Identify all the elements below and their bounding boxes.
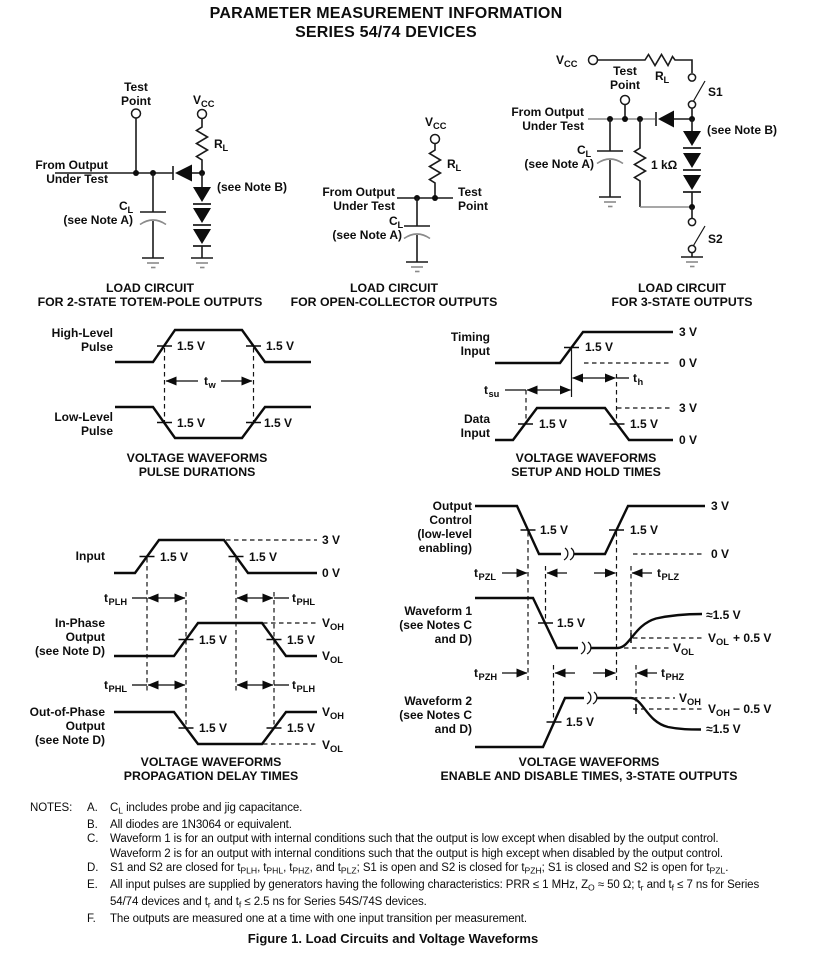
diode-icon xyxy=(173,165,192,182)
level-label: 3 V xyxy=(679,325,698,339)
vcc-sub: CC xyxy=(433,121,447,131)
rl-sub: L xyxy=(455,163,462,173)
level-label: 0 V xyxy=(679,433,698,447)
threshold-label: 1.5 V xyxy=(264,416,293,430)
see-note-a: (see Note A) xyxy=(63,213,133,227)
note-letter: D. xyxy=(87,862,99,875)
th-sub: h xyxy=(637,377,644,387)
cl-label: C xyxy=(389,214,398,228)
notes-heading: NOTES: xyxy=(30,802,73,814)
timing-input-label: Input xyxy=(460,344,490,358)
waveform-enable-disable xyxy=(399,499,771,783)
in-phase-label: In-Phase xyxy=(54,616,105,630)
threshold-label: 1.5 V xyxy=(566,715,595,729)
panel1-caption: PULSE DURATIONS xyxy=(138,465,256,479)
high-level-pulse-label: High-Level xyxy=(51,326,113,340)
threshold-label: 1.5 V xyxy=(287,633,316,647)
tw-sub: w xyxy=(208,380,216,390)
tplz-sub: PLZ xyxy=(661,572,680,582)
test-point-label: Test xyxy=(458,185,482,199)
level-label: 0 V xyxy=(711,547,730,561)
waveform1-label: and D) xyxy=(434,632,472,646)
ground-icon xyxy=(681,257,703,267)
threshold-label: 1.5 V xyxy=(199,633,228,647)
threshold-label: 1.5 V xyxy=(557,616,586,630)
voh-sub: OH xyxy=(330,622,344,632)
panel2-caption: SETUP AND HOLD TIMES xyxy=(511,465,661,479)
approx-level-label: ≈1.5 V xyxy=(706,722,741,736)
resistor-icon xyxy=(197,119,208,174)
tpzh-sub: PZH xyxy=(478,672,498,682)
in-phase-label: Output xyxy=(65,630,105,644)
voh-sub: OH xyxy=(687,697,701,707)
threshold-label: 1.5 V xyxy=(540,523,569,537)
ground-icon xyxy=(191,258,213,268)
test-point-label: Test xyxy=(613,64,637,78)
vcc-label: V xyxy=(193,93,202,107)
voh-sub: OH xyxy=(330,711,344,721)
diode-chain-icon xyxy=(193,187,211,246)
waveform1-output xyxy=(475,598,702,648)
panel2-caption: VOLTAGE WAVEFORMS xyxy=(515,451,657,465)
vcc-sub: CC xyxy=(201,99,215,109)
threshold-label: 1.5 V xyxy=(630,523,659,537)
notes-section xyxy=(30,801,814,926)
s1-label: S1 xyxy=(708,85,723,99)
voh-label: V xyxy=(322,616,331,630)
voh-label: V xyxy=(322,705,331,719)
out-of-phase-label: Output xyxy=(65,719,105,733)
panel4-caption: VOLTAGE WAVEFORMS xyxy=(518,755,660,769)
ground-icon xyxy=(599,197,621,207)
output-control-label: Output xyxy=(432,499,472,513)
tpzl-label: t xyxy=(474,566,478,580)
break-mark-icon xyxy=(587,692,597,704)
from-output-label: From Output xyxy=(511,105,584,119)
tplh-sub: PLH xyxy=(296,684,316,694)
load-circuit-open-collector xyxy=(291,115,498,309)
voh-minus-label: V xyxy=(708,702,717,716)
vcc-terminal xyxy=(431,135,440,144)
tphl-sub: PHL xyxy=(296,597,316,607)
rl-sub: L xyxy=(222,143,229,153)
level-label: 3 V xyxy=(711,499,730,513)
vcc-terminal xyxy=(589,56,598,65)
note-text: Waveform 2 is for an output with internal conditions such that the output is high except when disabled by the output control. xyxy=(110,847,723,860)
note-letter: C. xyxy=(87,833,99,846)
waveform1-label: Waveform 1 xyxy=(404,604,472,618)
vol-sub: OL xyxy=(330,655,343,665)
output-control-label: Control xyxy=(429,513,472,527)
circuit1-caption: FOR 2-STATE TOTEM-POLE OUTPUTS xyxy=(37,295,263,309)
timing-input-waveform xyxy=(495,332,673,363)
waveform2-label: (see Notes C xyxy=(399,708,472,722)
note-row xyxy=(30,801,814,818)
threshold-label: 1.5 V xyxy=(585,340,614,354)
resistor-icon xyxy=(598,55,693,74)
cl-sub: L xyxy=(397,220,404,230)
tplh-sub: PLH xyxy=(108,597,128,607)
data-input-label: Data xyxy=(463,412,490,426)
vol-label: V xyxy=(322,649,331,663)
output-control-label: (low-level xyxy=(417,527,472,541)
low-level-pulse-label: Low-Level xyxy=(54,410,113,424)
figure-caption: Figure 1. Load Circuits and Voltage Waveforms xyxy=(247,931,539,946)
panel3-caption: VOLTAGE WAVEFORMS xyxy=(140,755,282,769)
resistor-icon xyxy=(430,144,441,199)
tphz-sub: PHZ xyxy=(665,672,685,682)
resistor-1k-icon xyxy=(635,119,646,207)
approx-level-label: ≈1.5 V xyxy=(706,608,741,622)
test-point-terminal xyxy=(132,109,141,118)
level-label: 0 V xyxy=(322,566,341,580)
s2-label: S2 xyxy=(708,232,723,246)
voh-minus-value: − 0.5 V xyxy=(733,702,772,716)
waveform1-label: (see Notes C xyxy=(399,618,472,632)
note-letter: A. xyxy=(87,802,98,814)
cl-sub: L xyxy=(585,149,592,159)
test-point-label: Point xyxy=(458,199,488,213)
switch-s2-icon xyxy=(688,207,705,257)
note-text: All input pulses are supplied by generators having the following characteristics: PRR ≤ 1 MHz, $Z_O \approx 50$ Ω; $t_r$ and $t_f \le 7$ ns for Series xyxy=(110,879,760,893)
cl-sub: L xyxy=(127,205,134,215)
note-text: 54/74 devices and $t_r$ and $t_f \le 2.5$ ns for Series 54S/74S devices. xyxy=(110,895,427,910)
circuit1-caption: LOAD CIRCUIT xyxy=(105,281,195,295)
see-note-b: (see Note B) xyxy=(217,180,288,194)
level-label: 0 V xyxy=(679,356,698,370)
vol-label: V xyxy=(322,738,331,752)
vol-plus-label: V xyxy=(708,631,717,645)
vcc-label: V xyxy=(556,53,565,67)
under-test-label: Under Test xyxy=(522,119,584,133)
note-text: Waveform 1 is for an output with internal conditions such that the output is low except when disabled by the output control. xyxy=(110,833,719,846)
threshold-label: 1.5 V xyxy=(249,550,278,564)
rl-label: R xyxy=(214,137,223,151)
tphl-label: t xyxy=(104,678,108,692)
note-letter: B. xyxy=(87,818,98,831)
from-output-label: From Output xyxy=(322,185,395,199)
voh-label: V xyxy=(679,691,688,705)
circuit3-caption: LOAD CIRCUIT xyxy=(637,281,727,295)
test-point-label: Point xyxy=(121,94,151,108)
circuit2-caption: LOAD CIRCUIT xyxy=(349,281,439,295)
waveform2-label: and D) xyxy=(434,722,472,736)
out-of-phase-note: (see Note D) xyxy=(34,733,105,747)
level-label: 3 V xyxy=(679,401,698,415)
note-text: $C_L$ includes probe and jig capacitance. xyxy=(110,802,303,816)
waveform-propagation-delay xyxy=(30,533,345,783)
panel3-caption: PROPAGATION DELAY TIMES xyxy=(123,769,299,783)
under-test-label: Under Test xyxy=(46,172,108,186)
from-output-label: From Output xyxy=(35,158,108,172)
output-control-label: enabling) xyxy=(418,541,472,555)
break-mark-icon xyxy=(581,642,591,654)
th-label: t xyxy=(633,371,637,385)
under-test-label: Under Test xyxy=(333,199,395,213)
vol-plus-value: + 0.5 V xyxy=(733,631,772,645)
note-text: S1 and S2 are closed for $t_{PLH}$, $t_{PHL}$, $t_{PHZ}$, and $t_{PLZ}$; S1 is open and S2 is closed for $t_{PZH}$; S1 is closed and S2 is open for $t_{PZL}$. xyxy=(110,862,729,876)
data-input-label: Input xyxy=(460,426,490,440)
switch-s1-icon xyxy=(688,74,705,119)
diode-icon xyxy=(656,111,674,128)
low-level-pulse-label: Pulse xyxy=(80,424,113,438)
vcc-label: V xyxy=(425,115,434,129)
tpzh-label: t xyxy=(474,666,478,680)
voh-minus-sub: OH xyxy=(716,708,730,718)
note-row xyxy=(30,912,814,926)
cl-label: C xyxy=(577,143,586,157)
tphl-sub: PHL xyxy=(108,684,128,694)
note-row xyxy=(30,818,814,832)
rl-label: R xyxy=(655,69,664,83)
ground-icon xyxy=(142,258,164,268)
see-note-a: (see Note A) xyxy=(332,228,402,242)
tsu-sub: su xyxy=(488,389,500,399)
vol-plus-sub: OL xyxy=(716,637,729,647)
diode-chain-icon xyxy=(683,131,701,192)
threshold-label: 1.5 V xyxy=(287,721,316,735)
load-circuit-totem-pole xyxy=(35,80,287,309)
rl-label: R xyxy=(447,157,456,171)
waveform-pulse-durations xyxy=(52,326,311,479)
resistor-1k-label: 1 kΩ xyxy=(651,158,678,172)
see-note-a: (see Note A) xyxy=(524,157,594,171)
vcc-sub: CC xyxy=(564,59,578,69)
note-row xyxy=(30,832,814,861)
waveform2-label: Waveform 2 xyxy=(404,694,472,708)
panel1-caption: VOLTAGE WAVEFORMS xyxy=(126,451,268,465)
ground-icon xyxy=(406,262,428,272)
output-control-waveform xyxy=(475,506,705,554)
vol-sub: OL xyxy=(330,744,343,754)
note-text: All diodes are 1N3064 or equivalent. xyxy=(110,818,292,831)
vcc-terminal xyxy=(198,110,207,119)
threshold-label: 1.5 V xyxy=(177,339,206,353)
test-point-label: Test xyxy=(124,80,148,94)
tplz-label: t xyxy=(657,566,661,580)
break-mark-icon xyxy=(564,548,574,560)
in-phase-note: (see Note D) xyxy=(34,644,105,658)
vol-label: V xyxy=(673,641,682,655)
see-note-b: (see Note B) xyxy=(707,123,778,137)
tsu-label: t xyxy=(484,383,488,397)
tphz-label: t xyxy=(661,666,665,680)
out-of-phase-label: Out-of-Phase xyxy=(29,705,105,719)
test-point-terminal xyxy=(621,96,630,105)
tw-label: t xyxy=(204,374,208,388)
threshold-label: 1.5 V xyxy=(630,417,659,431)
load-circuit-3-state xyxy=(511,53,777,309)
level-label: 3 V xyxy=(322,533,341,547)
title-line-2: SERIES 54/74 DEVICES xyxy=(295,23,477,41)
high-level-pulse-label: Pulse xyxy=(80,340,113,354)
circuit3-caption: FOR 3-STATE OUTPUTS xyxy=(611,295,753,309)
input-label: Input xyxy=(75,549,105,563)
tplh-label: t xyxy=(292,678,296,692)
threshold-label: 1.5 V xyxy=(177,416,206,430)
tplh-label: t xyxy=(104,591,108,605)
note-letter: E. xyxy=(87,879,98,892)
note-letter: F. xyxy=(87,912,96,925)
vol-sub: OL xyxy=(681,647,694,657)
tpzl-sub: PZL xyxy=(478,572,497,582)
threshold-label: 1.5 V xyxy=(160,550,189,564)
threshold-label: 1.5 V xyxy=(539,417,568,431)
rl-sub: L xyxy=(663,75,670,85)
title-line-1: PARAMETER MEASUREMENT INFORMATION xyxy=(209,5,563,22)
note-text: The outputs are measured one at a time with one input transition per measurement. xyxy=(110,912,527,925)
note-row xyxy=(30,861,814,878)
waveform-setup-hold xyxy=(451,325,697,479)
threshold-label: 1.5 V xyxy=(266,339,295,353)
threshold-label: 1.5 V xyxy=(199,721,228,735)
cl-label: C xyxy=(119,199,128,213)
panel4-caption: ENABLE AND DISABLE TIMES, 3-STATE OUTPUTS xyxy=(440,769,738,783)
timing-input-label: Timing xyxy=(450,330,490,344)
test-point-label: Point xyxy=(610,78,640,92)
tphl-label: t xyxy=(292,591,296,605)
note-row xyxy=(30,878,814,912)
circuit2-caption: FOR OPEN-COLLECTOR OUTPUTS xyxy=(290,295,498,309)
